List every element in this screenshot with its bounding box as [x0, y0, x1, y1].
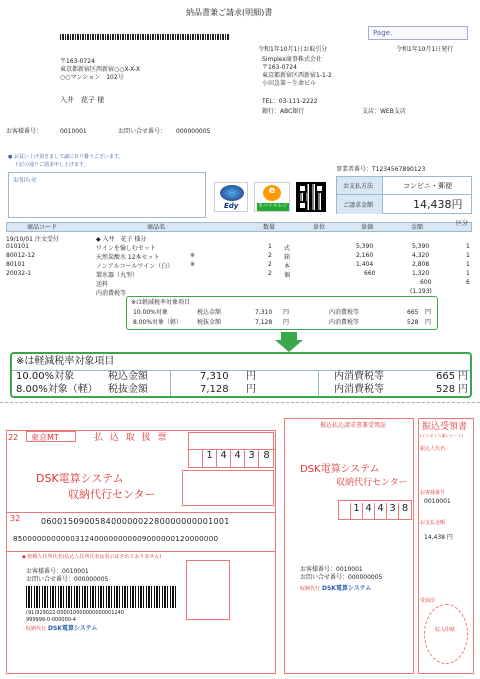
customer-no-label: お客様番号：	[6, 128, 43, 135]
company-name: Simplex商事株式会社	[262, 56, 322, 63]
reduced-large-r2-rate: 8.00%対象（軽）	[16, 384, 98, 395]
receipt-rec-label: 受領印	[420, 598, 436, 604]
slip-mid-dsk1: DSK電算システム	[300, 464, 380, 475]
row-amount: 4,320	[412, 252, 430, 259]
reduced-r1-tax: 665	[407, 309, 419, 316]
mid-cust-no: お客様番号：0010001	[300, 566, 363, 573]
receipt-amount-label: お支払金額	[420, 520, 446, 526]
issue-date: 令和1年10月1日お取引分	[258, 46, 328, 53]
reduced-large-r2-yen: 円	[246, 384, 256, 395]
slip-code22: 22	[8, 433, 19, 442]
inquiry-no: 000000005	[176, 128, 211, 135]
amount-digit: 4	[217, 450, 231, 467]
row-kubun: 1	[466, 252, 470, 259]
row-name: 天然炭酸水 12本セット	[96, 254, 160, 261]
mid-amount-digit: 1	[351, 503, 363, 519]
reduced-box-small	[126, 296, 438, 330]
reduced-large-r1-value: 7,310	[200, 371, 229, 382]
amount-digit: 3	[245, 450, 259, 467]
row-mark: ※	[190, 261, 196, 268]
reduced-r2-label: 税抜金額	[197, 319, 222, 326]
reduced-title-large: ※は軽減税率対象項目	[16, 356, 115, 367]
row-kubun: 6	[466, 279, 470, 286]
slip-small-bar1: (91)929022-000010000000000001240	[26, 610, 124, 616]
row-qty: 2	[268, 261, 272, 268]
arrow-head-icon	[275, 340, 303, 352]
ocr-line1: 06001509005840000002280000000001001	[41, 517, 230, 526]
company-branch: 支店：WEB支店	[362, 108, 406, 115]
slip-right-title: 振込払込請求書兼受領証	[320, 422, 387, 429]
row-kubun: 1	[466, 243, 470, 250]
mid-amount-box	[338, 500, 412, 520]
amount: 14,438円	[413, 198, 463, 211]
reduced-large-r1-yen: 円	[246, 371, 256, 382]
row-code: 010101	[6, 243, 29, 250]
tokyo-box	[26, 431, 76, 442]
row-unit: 本	[284, 263, 291, 270]
company-zip: 〒163-0724	[262, 64, 297, 71]
slip-dsk-brand: DSK電算システム	[48, 625, 98, 632]
customer-address1: 東京都新宿区西新宿○○X-X-X	[60, 66, 140, 73]
row-name: 製氷器（丸型）	[96, 272, 139, 279]
row-qty: 2	[268, 252, 272, 259]
ocr-line2: 8500000000000312400000000009000000120000000	[13, 534, 219, 543]
company-address2: 小田急第一生命ビル	[262, 80, 317, 87]
pay-method: コンビニ・郵便	[403, 182, 452, 190]
slip-seal-box	[186, 560, 230, 620]
ocr-box	[6, 512, 276, 552]
table-row	[6, 233, 472, 242]
receipt-cust-label: お客様番号	[420, 490, 446, 496]
table-row	[6, 260, 472, 269]
reduced-r1-yen: 円	[283, 309, 290, 316]
reduced-title-small: ※は軽減税率対象項目	[131, 299, 191, 306]
reduced-r2-value: 7,128	[255, 319, 273, 326]
slip-code32: 32	[10, 514, 21, 523]
reduced-r2-tax-yen: 円	[425, 319, 432, 326]
slip-inq-no: お問い合せ番号：000000005	[26, 576, 109, 583]
row-code: 80101	[6, 261, 26, 268]
reduced-r2-tax: 528	[407, 319, 419, 326]
row-amount: 600	[420, 279, 432, 286]
dsk-name1: DSK電算システム	[36, 472, 124, 485]
amount-label: ご請求金額	[343, 202, 374, 209]
table-row	[6, 251, 472, 260]
cut-line	[0, 402, 480, 403]
col-price: 単価	[361, 224, 374, 231]
amount-box	[188, 432, 274, 468]
row-amount: 2,808	[412, 261, 430, 268]
issue-date2: 令和1年10月1日発行	[396, 46, 454, 53]
col-name: 商品名	[147, 224, 166, 231]
row-mark: ※	[190, 252, 196, 259]
receipt-title: 振込受領書	[422, 422, 468, 432]
row-unit: 個	[284, 272, 291, 279]
reduced-large-r1-tax-label: 内消費税等	[334, 371, 384, 382]
reduced-large-r2-label: 税抜金額	[108, 384, 148, 395]
row-qty: 1	[268, 243, 272, 250]
mid-amount-digit: 4	[363, 503, 375, 519]
row-price: 2,160	[356, 252, 374, 259]
reduced-large-r2-value: 7,128	[200, 384, 229, 395]
customer-address2: ○○マンション 102号	[60, 74, 124, 81]
dsk-name2: 収納代行センター	[68, 488, 156, 501]
slip-barcode	[26, 586, 176, 608]
notice1: ● お買い上げ頂きまして誠に有り難うございます。	[8, 154, 124, 160]
reduced-r2-yen: 円	[283, 319, 290, 326]
mid-amount-digit: 8	[401, 503, 409, 514]
edy-logo	[214, 182, 248, 212]
row-amount: 5,390	[412, 243, 430, 250]
oshirase-label: お知らせ	[13, 177, 37, 184]
notice2: 下記の通りご請求申し上げます。	[14, 162, 89, 168]
receipt-stamp: 収入印紙	[435, 627, 456, 633]
row-amount: 1,320	[412, 270, 430, 277]
table-row	[6, 278, 472, 287]
col-kubun: 区分	[456, 220, 469, 227]
reduced-r1-value: 7,310	[255, 309, 273, 316]
reduced-r2-rate: 8.00%対象（軽）	[133, 319, 183, 326]
reduced-r1-tax-label: 内消費税等	[329, 309, 360, 316]
reduced-box-large	[10, 352, 472, 398]
arrow-down-icon	[281, 332, 297, 340]
row-price: 1,404	[356, 261, 374, 268]
mobile-reji-text: モバイルレジ	[258, 203, 288, 209]
receipt-sub: (インボイス兼レシート)	[420, 433, 463, 438]
invoice-title: 納品書兼ご請求(明細)書	[186, 8, 273, 17]
row-kubun: 1	[466, 270, 470, 277]
row-amount: (1,193)	[410, 288, 432, 295]
mid-agent: 収納代行	[300, 586, 321, 592]
reduced-large-r1-tax: 665	[436, 371, 456, 382]
reduced-large-r1-tax-yen: 円	[458, 371, 468, 382]
table-row	[6, 269, 472, 278]
row-price: 5,390	[356, 243, 374, 250]
reduced-large-r2-tax: 528	[436, 384, 456, 395]
inquiry-no-label: お問い合せ番号：	[118, 128, 167, 135]
page-box	[368, 26, 468, 40]
oshirase-box	[8, 172, 206, 218]
slip-agent: 収納代行	[26, 626, 47, 632]
slip-cust-no: お客様番号：0010001	[26, 568, 89, 575]
company-bank: 銀行：ABC銀行	[262, 108, 305, 115]
row-name: ノンアルコールワイン（白）	[96, 263, 174, 270]
row-name: 内消費税等	[96, 290, 127, 297]
payment-box	[336, 176, 472, 214]
col-amount: 金額	[411, 224, 424, 231]
receipt-cust: 0010001	[424, 498, 451, 505]
slip-middle	[284, 418, 414, 674]
table-header	[6, 222, 472, 232]
postal-barcode	[60, 34, 230, 40]
col-unit: 単位	[313, 224, 326, 231]
slip-stamp-area	[182, 470, 274, 506]
reduced-r1-tax-yen: 円	[425, 309, 432, 316]
reduced-large-r2-tax-label: 内消費税等	[334, 384, 384, 395]
reduced-large-r1-rate: 10.00%対象	[16, 371, 75, 382]
col-qty: 数量	[263, 224, 276, 231]
row-name: 送料	[96, 281, 109, 288]
row-price: 660	[364, 270, 376, 277]
reduced-r1-rate: 10.00%対象	[133, 309, 168, 316]
row-qty: 2	[268, 270, 272, 277]
slip-mid-dsk2: 収納代行センター	[336, 478, 408, 488]
slip-tokyo: 東京MT	[31, 433, 59, 442]
amount-digit: 4	[231, 450, 245, 467]
reduced-large-r2-tax-yen: 円	[458, 384, 468, 395]
reduced-r1-label: 税込金額	[197, 309, 222, 316]
company-tel: TEL：03-111-2222	[262, 98, 318, 105]
receipt-name: 振込人氏名	[420, 446, 446, 452]
registration-no: 事業者番号：T1234567890123	[336, 166, 426, 173]
mobile-reji-logo: e モバイルレジ	[254, 182, 290, 212]
company-address1: 東京都新宿区西新宿1-1-2	[262, 72, 332, 79]
slip-mid-label: ◆ 依頼人住所氏名(払込人住所氏名は表示はされておりません)	[22, 554, 162, 560]
page-label: Page.	[373, 29, 393, 37]
mid-amount-digit: 3	[387, 503, 399, 519]
table-row	[6, 242, 472, 251]
row-name: ◆ 入井 花子 様分	[96, 236, 147, 243]
amount-digit: 8	[263, 450, 270, 461]
row-code: 20032-1	[6, 270, 32, 277]
mid-amount-digit: 4	[375, 503, 387, 519]
row-name: ワインを愉しむセット	[96, 245, 156, 252]
slip-title: 払 込 取 扱 票	[94, 433, 169, 443]
customer-name: 入井 花子 様	[60, 96, 105, 104]
row-unit: 式	[284, 245, 291, 252]
row-code: 19/10/01 注文受付	[6, 236, 59, 243]
receipt-amount: 14,438 円	[424, 534, 453, 541]
row-kubun: 1	[466, 261, 470, 268]
col-code: 商品コード	[27, 224, 58, 231]
mid-dsk-brand: DSK電算システム	[322, 585, 372, 592]
edy-logo-text: Edy	[224, 202, 239, 210]
amount-digit: 1	[203, 450, 217, 467]
qr-code	[296, 182, 326, 212]
table-row	[6, 287, 472, 296]
customer-no: 0010001	[60, 128, 87, 135]
slip-small-bar2: 999999-0-000000-4	[26, 617, 76, 623]
row-code: 80012-12	[6, 252, 35, 259]
reduced-large-r1-label: 税込金額	[108, 371, 148, 382]
receipt-stamp-circle	[424, 604, 468, 664]
reduced-r2-tax-label: 内消費税等	[329, 319, 360, 326]
customer-zip: 〒163-0724	[60, 58, 95, 65]
row-unit: 箱	[284, 254, 291, 261]
mid-inq-no: お問い合せ番号：000000005	[300, 574, 383, 581]
pay-method-label: お支払方法	[343, 183, 374, 190]
